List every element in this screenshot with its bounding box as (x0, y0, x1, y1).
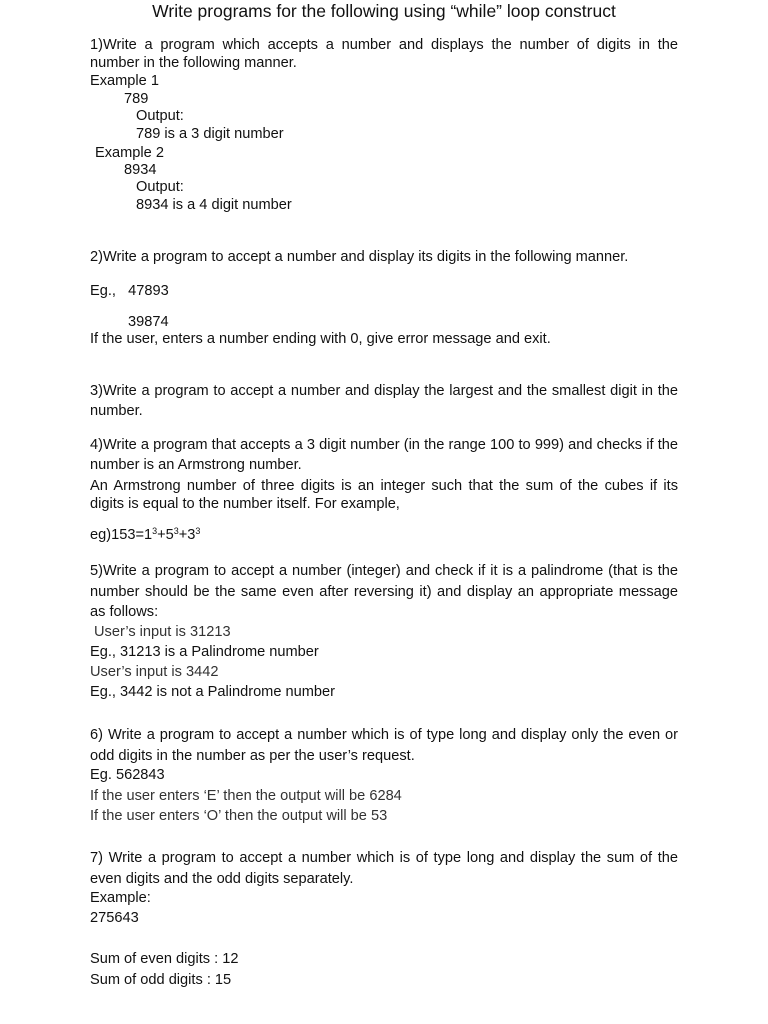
q1-example2-output-label: Output: (136, 179, 184, 195)
q2-reversed: 39874 (128, 314, 169, 330)
title-part2: for the following using (276, 1, 446, 21)
q2-note: If the user, enters a number ending with 0, give error message and exit. (90, 331, 551, 347)
q5-input-1: User’s input is 31213 (94, 624, 231, 640)
q4-formula-plus1: +5 (157, 527, 174, 543)
page-title (0, 0, 768, 22)
q6-even-line: If the user enters ‘E’ then the output will be 6284 (90, 788, 402, 804)
question-1-text: 1)Write a program which accepts a number and displays the number of digits in the number in the following manner. (90, 37, 678, 71)
q1-example1-input: 789 (124, 91, 149, 107)
question-6-text: 6) Write a program to accept a number which is of type long and display only the even or odd digits in the number as per the user’s request. (90, 727, 678, 764)
q6-odd-line: If the user enters ‘O’ then the output will be 53 (90, 808, 388, 824)
q1-example2-label: Example 2 (95, 145, 164, 161)
q4-formula-exp1: 3 (152, 526, 158, 536)
q5-input-2: User’s input is 3442 (90, 664, 219, 680)
q4-formula-plus2: +3 (178, 527, 196, 543)
q5-output-1: Eg., 31213 is a Palindrome number (90, 644, 319, 660)
q1-example1-output-label: Output: (136, 108, 184, 124)
question-7-text: 7) Write a program to accept a number which is of type long and display the sum of the even digits and the odd digits separately. (90, 850, 678, 887)
q1-example2-output: 8934 is a 4 digit number (136, 197, 292, 213)
q4-formula-base: eg)153=1 (90, 527, 153, 543)
q7-example-value: 275643 (90, 910, 139, 926)
q1-example2-input: 8934 (124, 162, 157, 178)
q1-example1-output: 789 is a 3 digit number (136, 126, 284, 142)
question-4-text: 4)Write a program that accepts a 3 digit number (in the range 100 to 999) and checks if the number is an Armstrong number. (90, 437, 678, 473)
q5-output-2: Eg., 3442 is not a Palindrome number (90, 684, 335, 700)
title-part3: “while” loop construct (445, 1, 616, 21)
q7-even-sum: Sum of even digits : 12 (90, 951, 239, 967)
question-5-text: 5)Write a program to accept a number (integer) and check if it is a palindrome (that is the number should be the same even after reversing it) and display an appropriate message as follows: (90, 563, 678, 620)
q7-odd-sum: Sum of odd digits : 15 (90, 972, 232, 988)
q4-armstrong-definition: An Armstrong number of three digits is an integer such that the sum of the cubes if its digits is equal to the number itself. For example, (90, 478, 678, 512)
question-2-text: 2)Write a program to accept a number and display its digits in the following manner. (90, 249, 629, 265)
q4-formula-exp3: 3 (195, 526, 201, 536)
title-part1: Write programs (152, 1, 277, 21)
q6-example: Eg. 562843 (90, 767, 165, 783)
question-3-text: 3)Write a program to accept a number and display the largest and the smallest digit in the number. (90, 383, 678, 419)
q4-example-formula (90, 526, 200, 544)
q2-example: Eg., 47893 (90, 283, 169, 299)
q1-example1-label: Example 1 (90, 73, 159, 89)
q7-example-label: Example: (90, 890, 151, 906)
q4-formula-exp2: 3 (173, 526, 179, 536)
